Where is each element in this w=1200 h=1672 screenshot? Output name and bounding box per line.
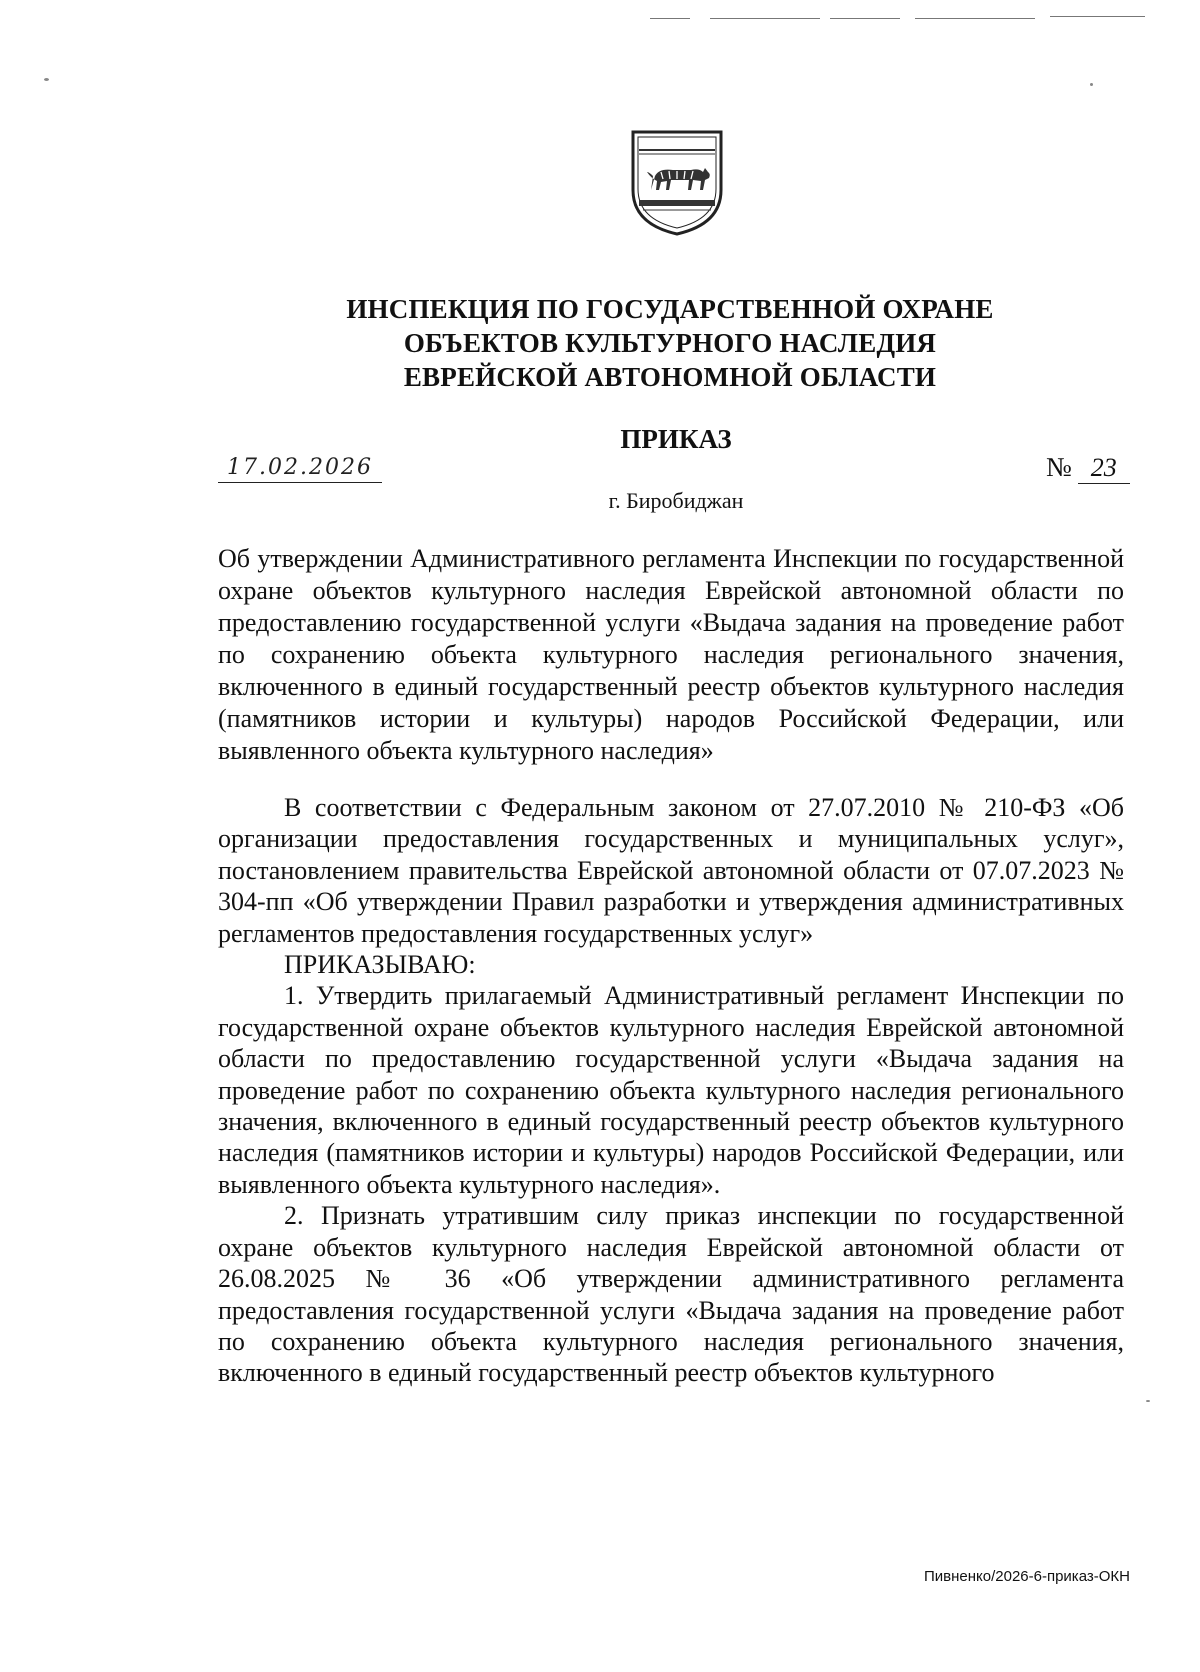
order-body bbox=[218, 792, 1124, 1389]
order-title: ПРИКАЗ bbox=[620, 424, 732, 454]
footer-document-code: Пивненко/2026-6-приказ-ОКН bbox=[923, 1568, 1130, 1585]
scan-speck bbox=[1090, 83, 1093, 86]
body-order-word: ПРИКАЗЫВАЮ: bbox=[284, 950, 476, 980]
scan-speck bbox=[44, 78, 49, 81]
body-item-1: 1. Утвердить прилагаемый Административный регламент Инспекции по государственной охране объектов культурного наследия Еврейской автономной области по предоставлению государственной услуги «Выдача задания на проведение работ по сохранению объекта культурного наследия регионального значения, включенного в единый государственный реестр объектов культурного наследия (памятников истории и культуры) народов Российской Федерации, или выявленного объекта культурного наследия». bbox=[218, 981, 1124, 1199]
coat-of-arms-tiger-icon bbox=[629, 128, 725, 238]
order-city: г. Биробиджан bbox=[608, 488, 744, 513]
header-line: ИНСПЕКЦИЯ ПО ГОСУДАРСТВЕННОЙ ОХРАНЕ bbox=[346, 294, 994, 324]
body-preamble: В соответствии с Федеральным законом от 27.07.2010 № 210-ФЗ «Об организации предоставления государственных и муниципальных услуг», постановлением правительства Еврейской автономной области от 07.07.2023 № 304-пп «Об утверждении Правил разработки и утверждения административных регламентов предоставления государственных услуг» bbox=[218, 793, 1124, 948]
issuer-header bbox=[220, 292, 1120, 394]
body-item-2: 2. Признать утратившим силу приказ инспекции по государственной охране объектов культурного наследия Еврейской автономной области от 26.08.2025 № 36 «Об утверждении административного регламента предоставления государственной услуги «Выдача задания на проведение работ по сохранению объекта культурного наследия регионального значения, включенного в единый государственный реестр объектов культурного bbox=[218, 1201, 1124, 1388]
order-date-handwritten: 17.02.2026 bbox=[218, 455, 382, 483]
number-sign: № bbox=[1046, 452, 1072, 482]
header-line: ЕВРЕЙСКОЙ АВТОНОМНОЙ ОБЛАСТИ bbox=[403, 362, 937, 392]
header-line: ОБЪЕКТОВ КУЛЬТУРНОГО НАСЛЕДИЯ bbox=[403, 328, 937, 358]
scan-speck bbox=[1146, 1400, 1150, 1402]
order-number-handwritten: 23 bbox=[1078, 453, 1130, 484]
order-subject: Об утверждении Административного регламента Инспекции по государственной охране объектов культурного наследия Еврейской автономной области по предоставлению государственной услуги «Выдача задания на проведение работ по сохранению объекта культурного наследия регионального значения, включенного в единый государственный реестр объектов культурного наследия (памятников истории и культуры) народов Российской Федерации, или выявленного объекта культурного наследия» bbox=[218, 544, 1124, 765]
order-number bbox=[1046, 452, 1130, 484]
